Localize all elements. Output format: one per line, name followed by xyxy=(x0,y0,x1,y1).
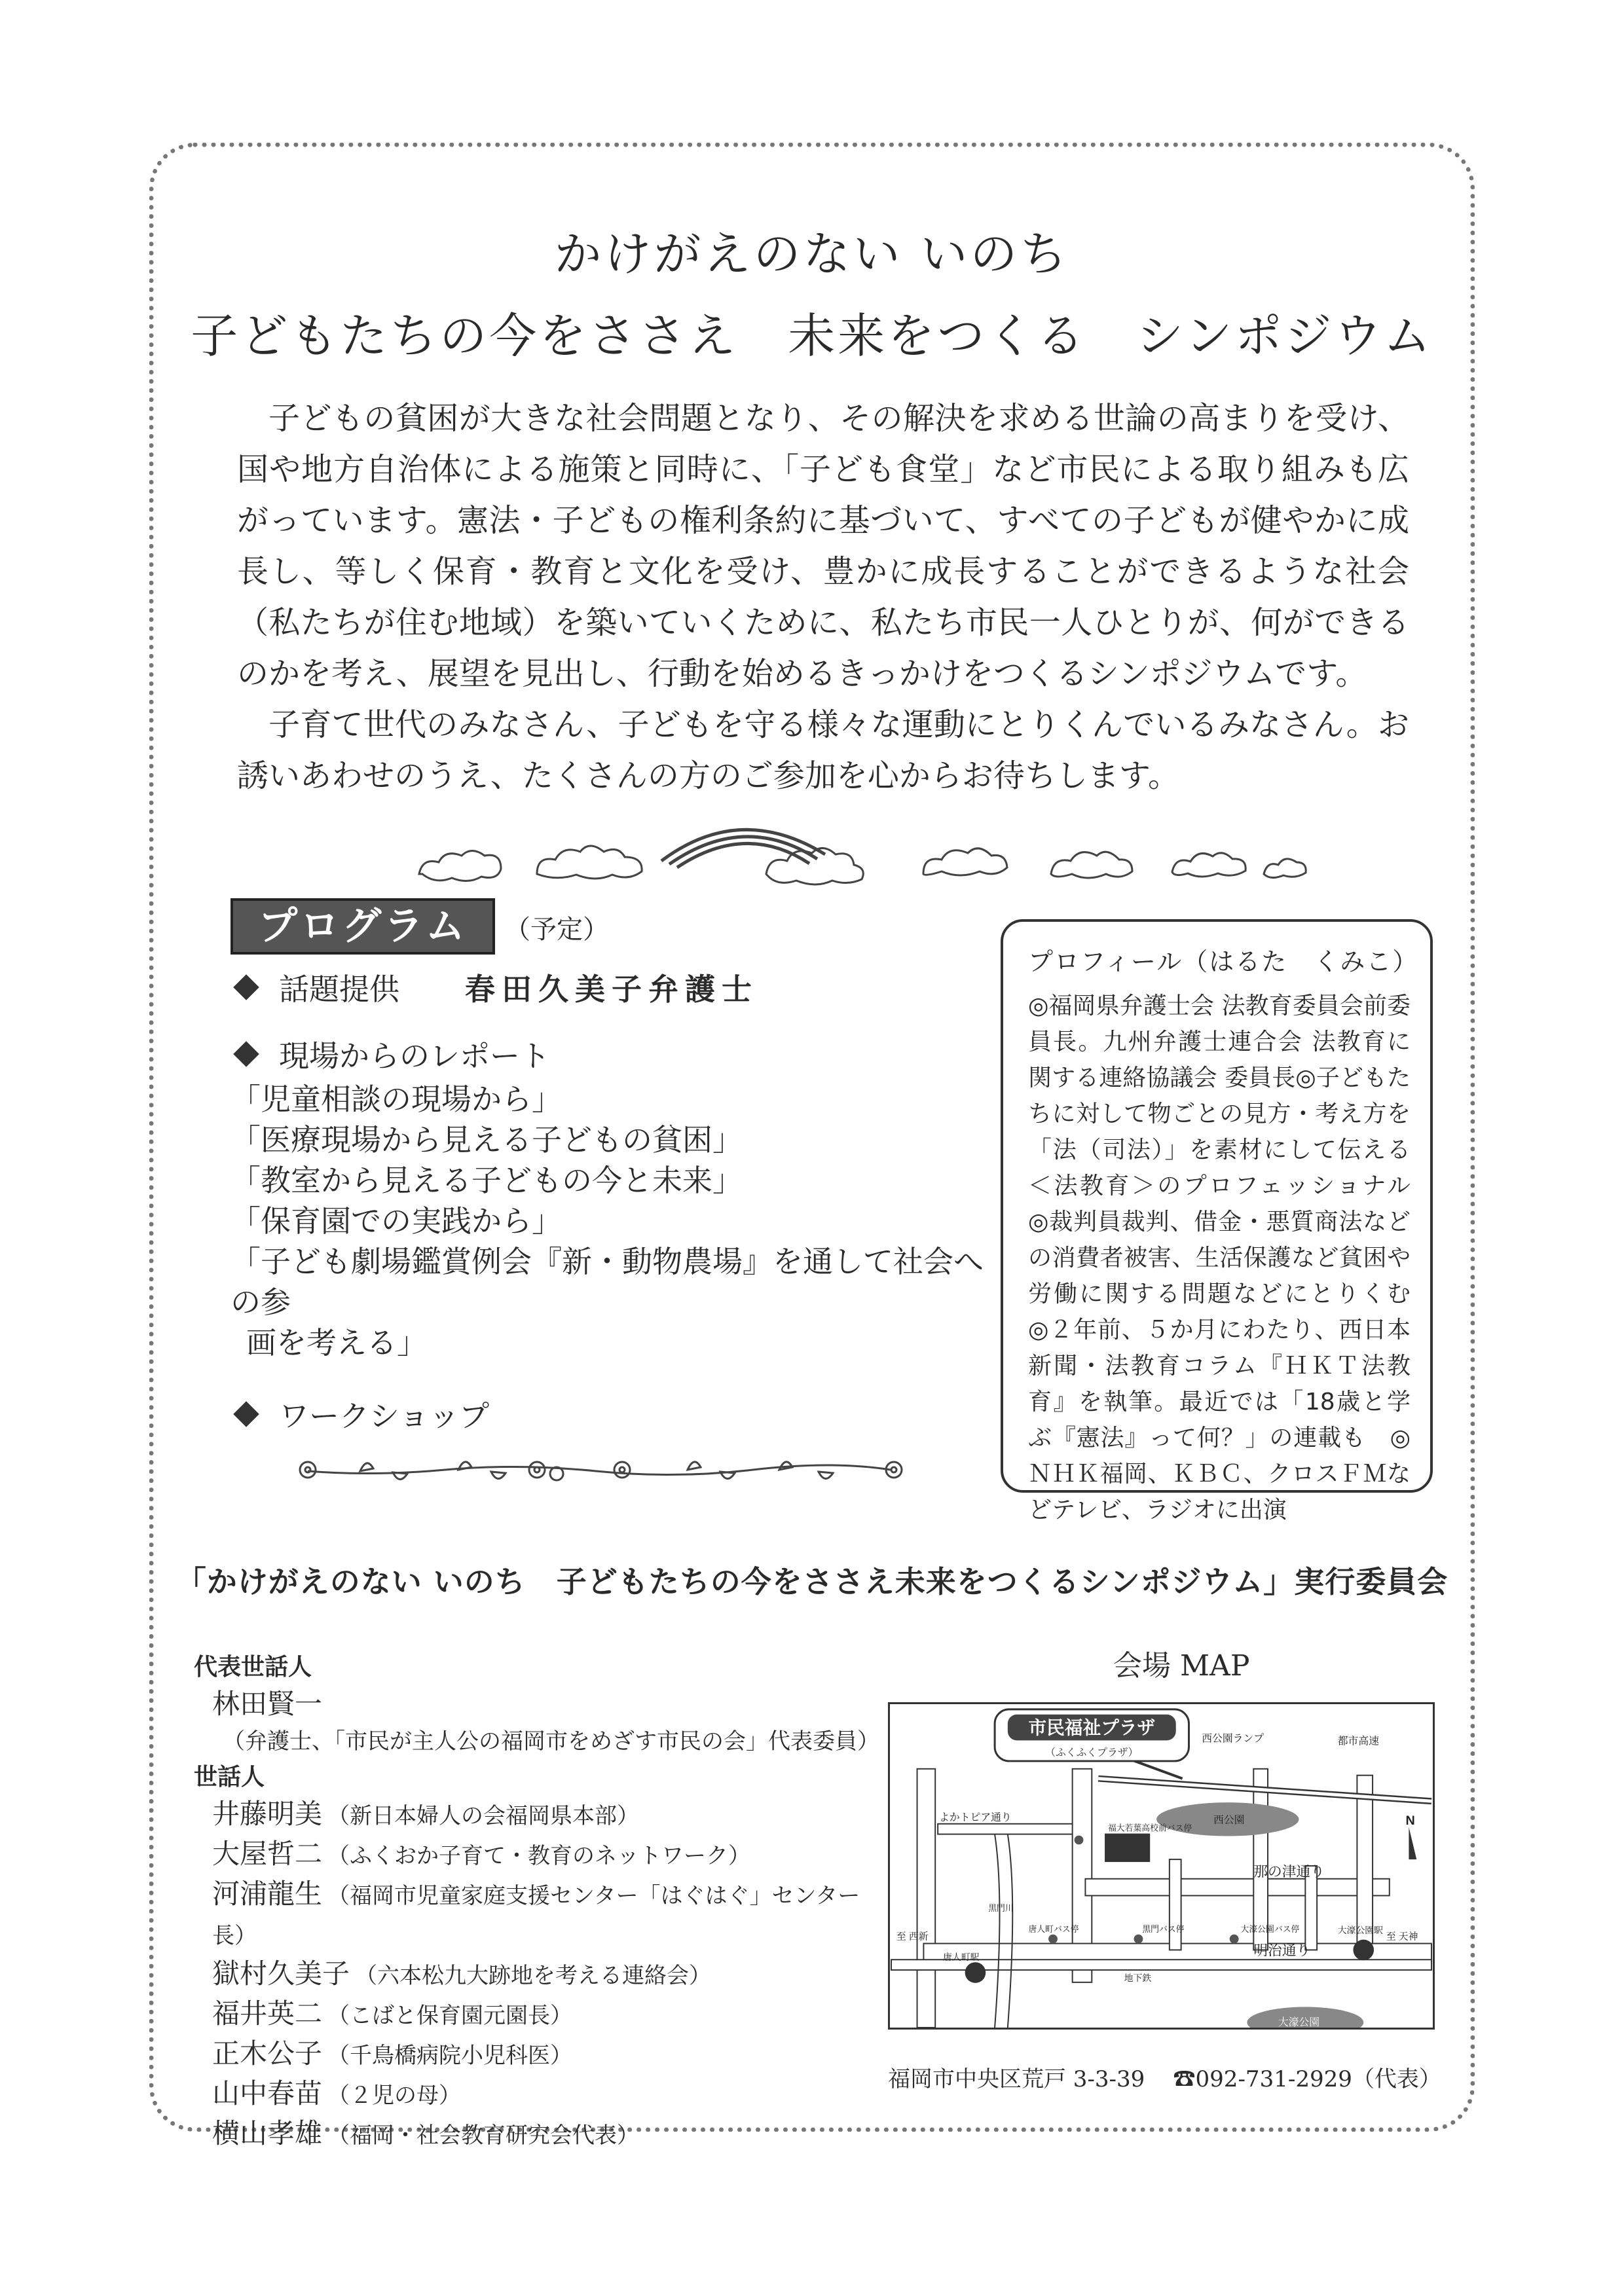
committee-title: 「かけがえのない いのち 子どもたちの今をささえ未来をつくるシンポジウム」実行委員会 xyxy=(175,1564,1449,1599)
map-label-ohori-bus: 大濠公園バス停 xyxy=(1240,1923,1300,1934)
member-name: 正木公子 xyxy=(212,2037,323,2069)
phone-icon: ☎ xyxy=(1173,2066,1196,2092)
rep-name: 林田賢一 xyxy=(212,1688,323,1720)
clouds-rainbow-decoration xyxy=(413,812,1316,890)
member-name: 福井英二 xyxy=(212,1997,323,2030)
report-item xyxy=(231,1241,1010,1363)
venue-map xyxy=(888,1702,1435,2030)
map-label-nishikoen: 西公園 xyxy=(1213,1814,1245,1826)
program-list xyxy=(231,962,1010,1439)
member-note: （福岡市児童家庭支援センター「はぐはぐ」センター長） xyxy=(212,1883,860,1949)
map-label-meiji: 明治通り xyxy=(1253,1942,1311,1959)
phone-number: 092-731-2929（代表） xyxy=(1195,2066,1441,2092)
map-label-nishikoen-ramp: 西公園ランプ xyxy=(1202,1733,1264,1745)
member-name: 井藤明美 xyxy=(212,1798,323,1830)
member-note: （福岡・社会教育研究会代表） xyxy=(327,2123,640,2149)
map-label-yokatopia: よかトピア通り xyxy=(939,1812,1012,1823)
map-label-ohori-station: 大濠公園駅 xyxy=(1337,1924,1383,1935)
member-note: （こばと保育園元園長） xyxy=(327,2003,573,2029)
program-note: （予定） xyxy=(504,915,609,945)
report-item: 「教室から見える子どもの今と未来」 xyxy=(231,1163,743,1198)
rep-label: 代表世話人 xyxy=(194,1654,312,1681)
program-topic-row xyxy=(231,962,1010,1012)
map-label-tojin-station: 唐人町駅 xyxy=(943,1952,980,1963)
member-name: 大屋哲二 xyxy=(212,1838,323,1870)
map-label-tojin-bus: 唐人町バス停 xyxy=(1028,1923,1079,1934)
flower-vine-decoration xyxy=(295,1450,904,1489)
map-label-fukudai-bus: 福大若葉高校前バス停 xyxy=(1107,1823,1192,1833)
intro-paragraph-2: 子育て世代のみなさん、子どもを守る様々な運動にとりくんでいるみなさん。お誘いあわせのうえ、たくさんの方のご参加を心からお待ちします。 xyxy=(237,706,1409,794)
members-label: 世話人 xyxy=(194,1764,265,1791)
address-text: 福岡市中央区荒戸 3-3-39 xyxy=(888,2066,1145,2092)
program-badge: プログラム xyxy=(231,898,495,955)
topic-label: 話題提供 xyxy=(279,972,399,1007)
diamond-bullet-icon xyxy=(233,1401,259,1427)
speaker-name: 春田久美子弁護士 xyxy=(465,972,758,1007)
report-label: 現場からのレポート xyxy=(279,1038,550,1074)
address-line xyxy=(888,2061,1441,2093)
member-row xyxy=(194,2035,888,2075)
member-row xyxy=(194,1795,888,1835)
profile-title: プロフィール（はるた くみこ） xyxy=(1028,947,1419,976)
member-row xyxy=(194,1995,888,2035)
member-note: （千鳥橋病院小児科医） xyxy=(327,2043,573,2069)
member-row xyxy=(194,2075,888,2115)
map-label-chikatetsu: 地下鉄 xyxy=(1124,1972,1152,1983)
title-line-1: かけがえのない いのち xyxy=(554,227,1070,282)
map-venue-label: 市民福祉プラザ xyxy=(1028,1717,1156,1738)
report-item: 「保育園での実践から」 xyxy=(231,1203,562,1239)
title-line-2: 子どもたちの今をささえ 未来をつくる シンポジウム xyxy=(191,308,1433,363)
member-name: 獄村久美子 xyxy=(212,1958,350,1990)
member-name: 山中春苗 xyxy=(212,2077,323,2109)
member-note: （新日本婦人の会福岡県本部） xyxy=(327,1803,640,1829)
report-item-line-1: 「子ども劇場鑑賞例会『新・動物農場』を通して社会への参 xyxy=(231,1244,984,1320)
profile-box xyxy=(1001,919,1435,1523)
member-row xyxy=(194,1835,888,1875)
diamond-bullet-icon xyxy=(233,1041,259,1067)
program-report-row xyxy=(231,1029,1010,1079)
map-label-tenjin: 至 天神 xyxy=(1386,1931,1418,1942)
north-icon: N xyxy=(1405,1813,1415,1828)
rep-note: （弁護士、「市民が主人公の福岡市をめざす市民の会」代表委員） xyxy=(223,1728,879,1755)
member-row xyxy=(194,2115,888,2155)
report-item-line-2: 画を考える」 xyxy=(246,1325,427,1360)
workshop-label: ワークショップ xyxy=(279,1398,490,1434)
member-row xyxy=(194,1955,888,1995)
member-name: 河浦龍生 xyxy=(212,1878,323,1910)
intro-text xyxy=(237,393,1409,801)
member-row xyxy=(194,1875,888,1955)
map-label-toshi-kosoku: 都市高速 xyxy=(1337,1736,1379,1747)
map-venue-kana: （ふくふくプラザ） xyxy=(1045,1747,1139,1759)
map-label-ohori: 大濠公園 xyxy=(1278,2017,1320,2029)
committee-members xyxy=(194,1650,888,2155)
program-workshop-row xyxy=(231,1389,1010,1439)
report-item: 「医療現場から見える子どもの貧困」 xyxy=(231,1122,743,1157)
member-note: （２児の母） xyxy=(327,2083,462,2109)
map-label-nishijin: 至 西新 xyxy=(896,1931,929,1942)
map-label-nanotsu: 那の津通り xyxy=(1253,1863,1325,1880)
profile-body: ◎福岡県弁護士会 法教育委員会前委員長。九州弁護士連合会 法教育に関する連絡協議会 委員長◎子どもたちに対して物ごとの見方・考え方を「法（司法）」を素材にして伝える＜法教育＞のプロフェッショナル ◎裁判員裁判、借金・悪質商法などの消費者被害、生活保護など貧困や労働に関する問題などにとりくむ ◎２年前、５か月にわたり、西日本新聞・法教育コラム『ＨＫＴ法教育』を執筆。最近では「18歳と学ぶ『憲法』って何？」の連載も ◎ＮＨＫ福岡、ＫＢＣ、クロスＦＭなどテレビ、ラジオに出演 xyxy=(1028,993,1435,1523)
report-item: 「児童相談の現場から」 xyxy=(231,1082,562,1117)
map-label-kuromongawa: 黒門川 xyxy=(988,1903,1014,1914)
member-note: （六本松九大跡地を考える連絡会） xyxy=(355,1963,712,1989)
member-name: 横山孝雄 xyxy=(212,2117,323,2149)
map-label-kuromon-bus: 黒門バス停 xyxy=(1142,1923,1185,1934)
member-note: （ふくおか子育て・教育のネットワーク） xyxy=(327,1843,751,1869)
map-title: 会場 MAP xyxy=(1113,1649,1250,1683)
intro-paragraph-1: 子どもの貧困が大きな社会問題となり、その解決を求める世論の高まりを受け、国や地方自治体による施策と同時に、「子ども食堂」など市民による取り組みも広がっています。憲法・子どもの権利条約に基づいて、すべての子どもが健やかに成長し、等しく保育・教育と文化を受け、豊かに成長することができるような社会（私たちが住む地域）を築いていくために、私たち市民一人ひとりが、何ができるのかを考え、展望を見出し、行動を始めるきっかけをつくるシンポジウムです。 xyxy=(237,400,1409,692)
diamond-bullet-icon xyxy=(233,974,259,1000)
